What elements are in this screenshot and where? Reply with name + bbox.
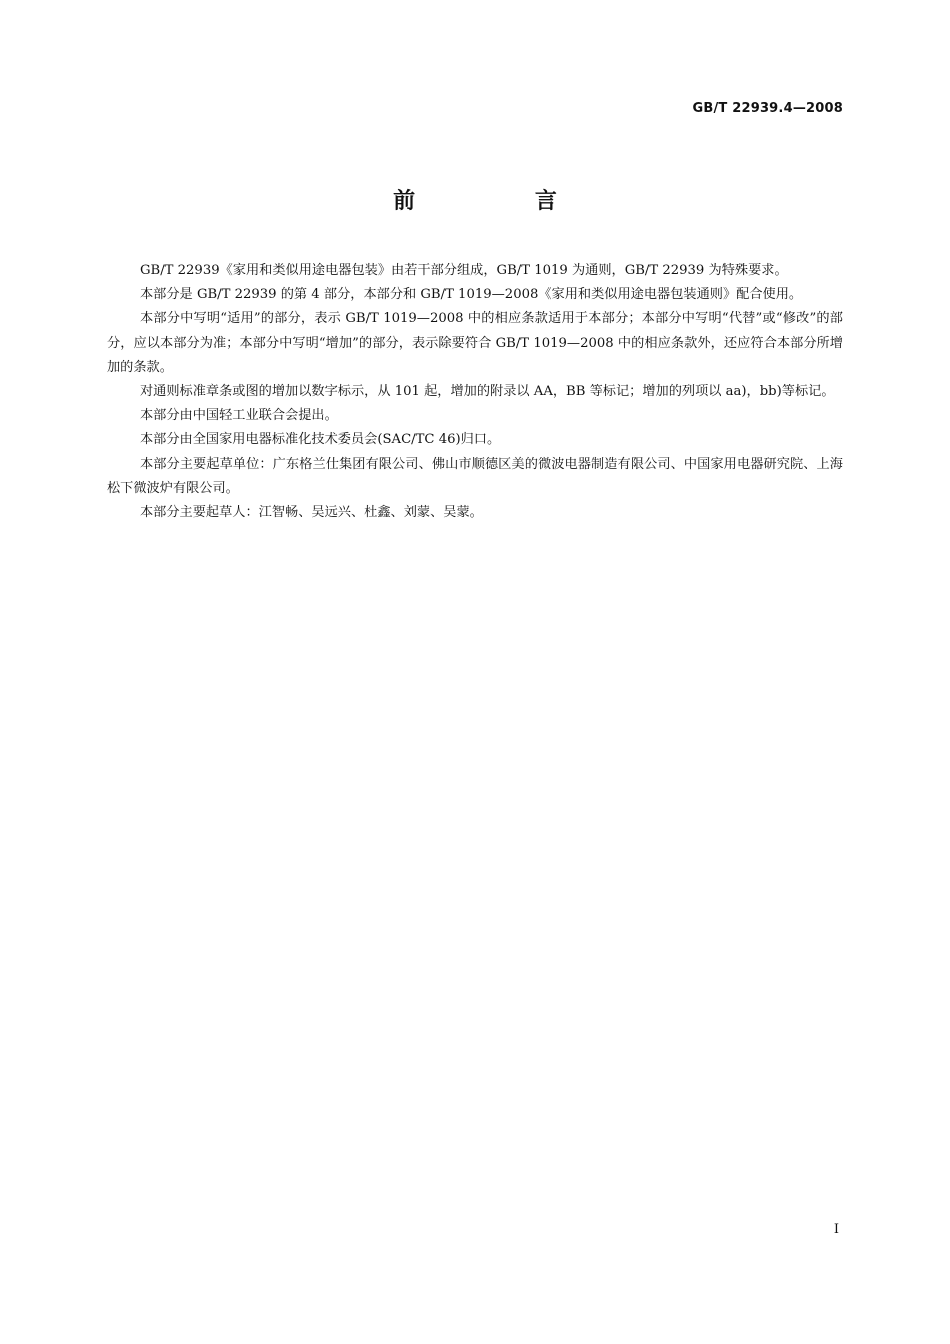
foreword-body [107,259,843,525]
paragraph-6: 本部分由全国家用电器标准化技术委员会(SAC/TC 46)归口。 [140,432,501,448]
paragraph-1: GB/T 22939《家用和类似用途电器包装》由若干部分组成，GB/T 1019 为通则，GB/T 22939 为特殊要求。 [140,263,788,278]
paragraph-4: 对通则标准章条或图的增加以数字标示，从 101 起，增加的附录以 AA，BB 等标记；增加的列项以 aa)，bb)等标记。 [140,384,835,400]
paragraph-7: 本部分主要起草单位：广东格兰仕集团有限公司、佛山市顺德区美的微波电器制造有限公司、中国家用电器研究院、上海松下微波炉有限公司。 [107,456,843,496]
paragraph-8: 本部分主要起草人：江智畅、吴远兴、杜鑫、刘蒙、吴蒙。 [140,505,483,521]
paragraph-2: 本部分是 GB/T 22939 的第 4 部分，本部分和 GB/T 1019—2008《家用和类似用途电器包装通则》配合使用。 [140,287,803,303]
standard-code: GB/T 22939.4—2008 [692,101,843,116]
paragraph-3: 本部分中写明“适用”的部分，表示 GB/T 1019—2008 中的相应条款适用于本部分；本部分中写明“代替”或“修改”的部分，应以本部分为准；本部分中写明“增加”的部分，表示除要符合 GB/T 1019—2008 中的相应条款外，还应符合本部分所增加的条款。 [107,311,843,375]
page-number: I [833,1222,839,1237]
paragraph-5: 本部分由中国轻工业联合会提出。 [140,408,338,424]
page-title: 前 言 [393,189,613,214]
